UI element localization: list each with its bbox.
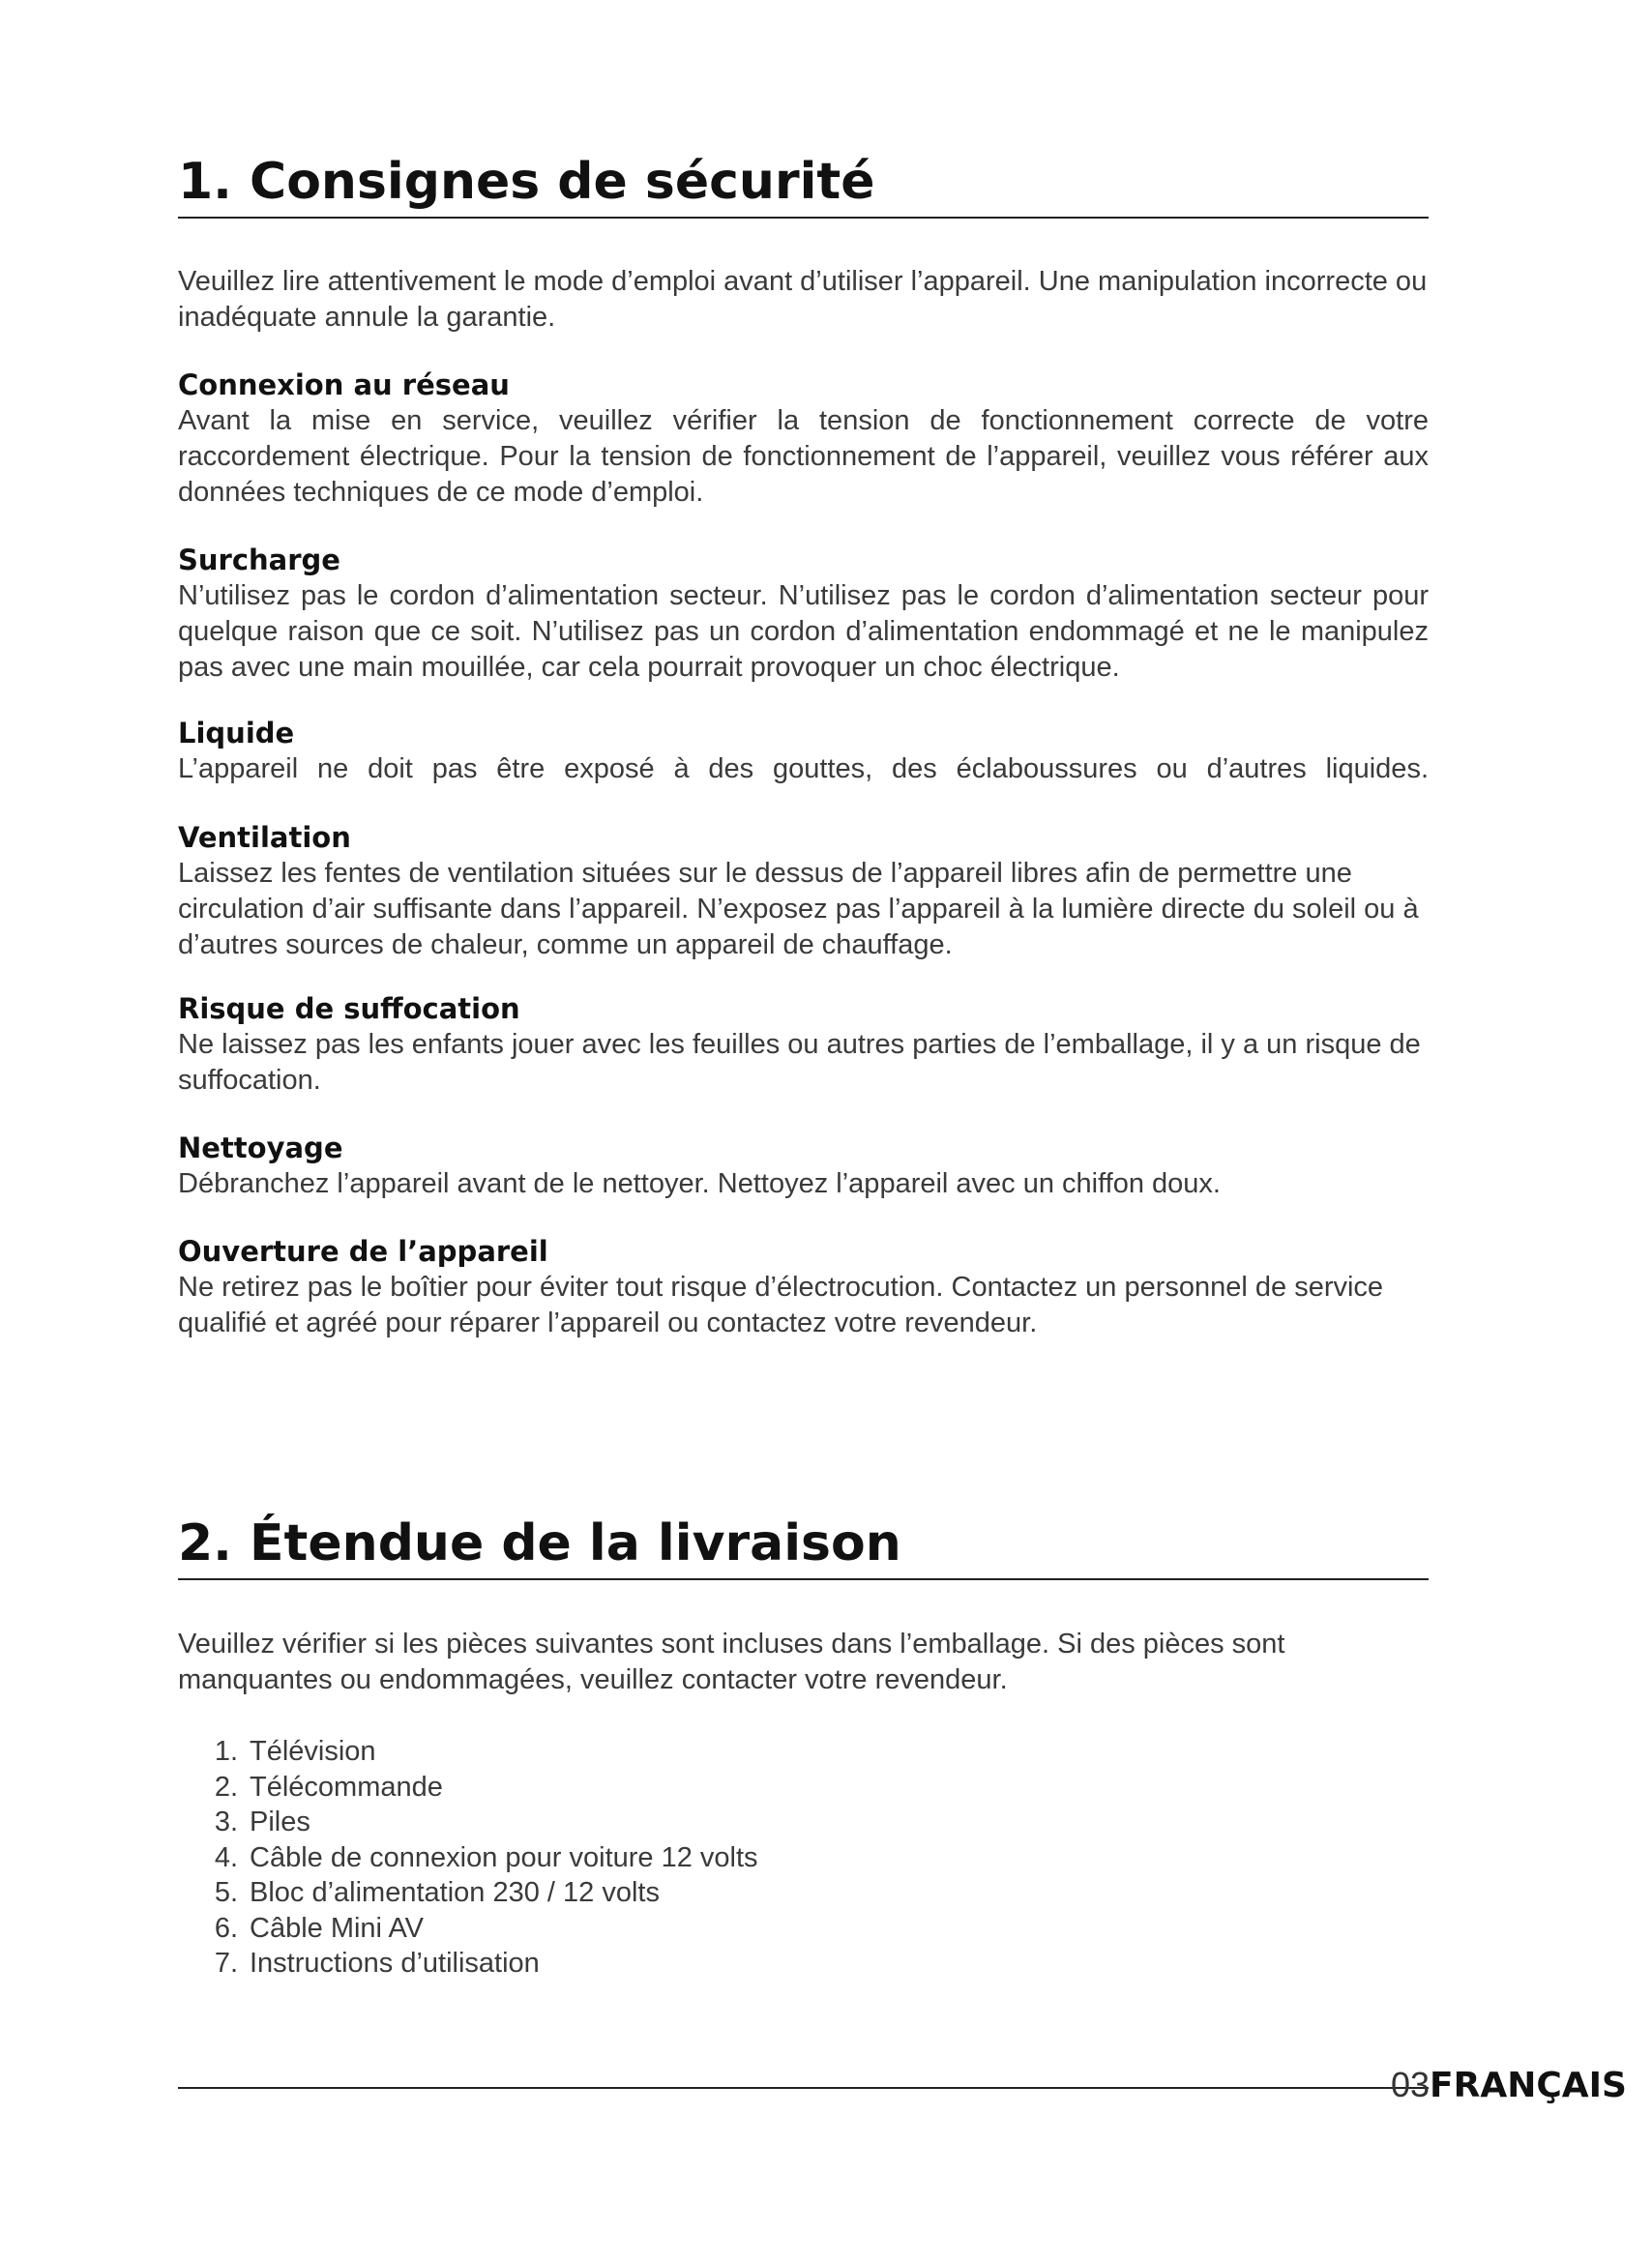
- section-2-title: 2. Étendue de la livraison: [178, 1514, 901, 1572]
- list-item-number: 2.: [214, 1771, 238, 1803]
- list-item: [178, 1911, 1145, 1947]
- safety-heading: Nettoyage: [178, 1131, 343, 1164]
- list-item-number: 1.: [214, 1736, 238, 1767]
- safety-text: Avant la mise en service, veuillez vérifier la tension de fonctionnement correcte de votre raccordement électrique. Pour la tension de fonctionnement de l’appareil, veuillez vous référer aux données techniques de ce mode d’emploi.: [178, 405, 1429, 508]
- page-footer: [1391, 2064, 1652, 2107]
- list-item-number: 5.: [214, 1877, 238, 1908]
- list-item-number: 7.: [214, 1948, 238, 1979]
- list-item-label: Instructions d’utilisation: [250, 1948, 540, 1979]
- list-item-number: 6.: [214, 1912, 238, 1944]
- safety-text: Ne retirez pas le boîtier pour éviter tout risque d’électrocution. Contactez un personnel de service qualifié et agréé pour réparer l’appareil ou contactez votre revendeur.: [178, 1272, 1384, 1338]
- list-item: [178, 1805, 1145, 1840]
- list-item-label: Télécommande: [250, 1771, 443, 1803]
- safety-heading: Surcharge: [178, 543, 340, 576]
- safety-block-surcharge: [178, 543, 1429, 686]
- safety-heading: Ventilation: [178, 821, 351, 854]
- section-1-intro: Veuillez lire attentivement le mode d’emploi avant d’utiliser l’appareil. Une manipulation incorrecte ou inadéquate annule la garantie.: [178, 266, 1428, 333]
- list-item-label: Télévision: [250, 1736, 376, 1767]
- safety-text: N’utilisez pas le cordon d’alimentation secteur. N’utilisez pas le cordon d’alimentation secteur pour quelque raison que ce soit. N’utilisez pas un cordon d’alimentation endommagé et ne le manipulez pas avec une main mouillée, car cela pourrait provoquer un choc électrique.: [178, 580, 1429, 683]
- section-1-title: 1. Consignes de sécurité: [178, 153, 875, 211]
- safety-block-ouverture: [178, 1234, 1429, 1341]
- safety-text: L’appareil ne doit pas être exposé à des gouttes, des éclaboussures ou d’autres liquides.: [178, 753, 1429, 784]
- safety-heading: Ouverture de l’appareil: [178, 1235, 548, 1268]
- language-label: FRANÇAIS: [1430, 2066, 1627, 2105]
- list-item-number: 3.: [214, 1807, 238, 1837]
- list-item: [178, 1840, 1145, 1876]
- safety-block-ventilation: [178, 820, 1429, 963]
- safety-block-nettoyage: [178, 1131, 1429, 1202]
- page-number: 03: [1391, 2065, 1431, 2104]
- list-item-label: Bloc d’alimentation 230 / 12 volts: [250, 1877, 660, 1908]
- section-2-rule: [178, 1578, 1429, 1580]
- safety-block-connexion: [178, 367, 1429, 511]
- list-item-label: Câble de connexion pour voiture 12 volts: [250, 1841, 758, 1873]
- safety-heading: Connexion au réseau: [178, 368, 510, 401]
- list-item: [178, 1734, 1145, 1770]
- list-item-number: 4.: [214, 1841, 238, 1873]
- list-item: [178, 1946, 1145, 1982]
- footer-rule: [178, 2087, 1429, 2089]
- delivery-list: [178, 1734, 1145, 1982]
- list-item: [178, 1875, 1145, 1911]
- safety-text: Débranchez l’appareil avant de le nettoyer. Nettoyez l’appareil avec un chiffon doux.: [178, 1168, 1221, 1199]
- list-item-label: Câble Mini AV: [250, 1912, 424, 1944]
- safety-text: Ne laissez pas les enfants jouer avec les feuilles ou autres parties de l’emballage, il y a un risque de suffocation.: [178, 1029, 1421, 1096]
- safety-block-liquide: [178, 716, 1429, 787]
- section-2-intro: Veuillez vérifier si les pièces suivantes sont incluses dans l’emballage. Si des pièces sont manquantes ou endommagées, veuillez contacter votre revendeur.: [178, 1629, 1285, 1695]
- safety-text: Laissez les fentes de ventilation situées sur le dessus de l’appareil libres afin de permettre une circulation d’air suffisante dans l’appareil. N’exposez pas l’appareil à la lumière directe du soleil ou à d’autres sources de chaleur, comme un appareil de chauffage.: [178, 858, 1419, 960]
- safety-heading: Liquide: [178, 717, 295, 749]
- safety-block-suffocation: [178, 991, 1429, 1099]
- list-item: [178, 1770, 1145, 1806]
- section-1-rule: [178, 217, 1429, 219]
- safety-heading: Risque de suffocation: [178, 992, 520, 1025]
- list-item-label: Piles: [250, 1807, 310, 1837]
